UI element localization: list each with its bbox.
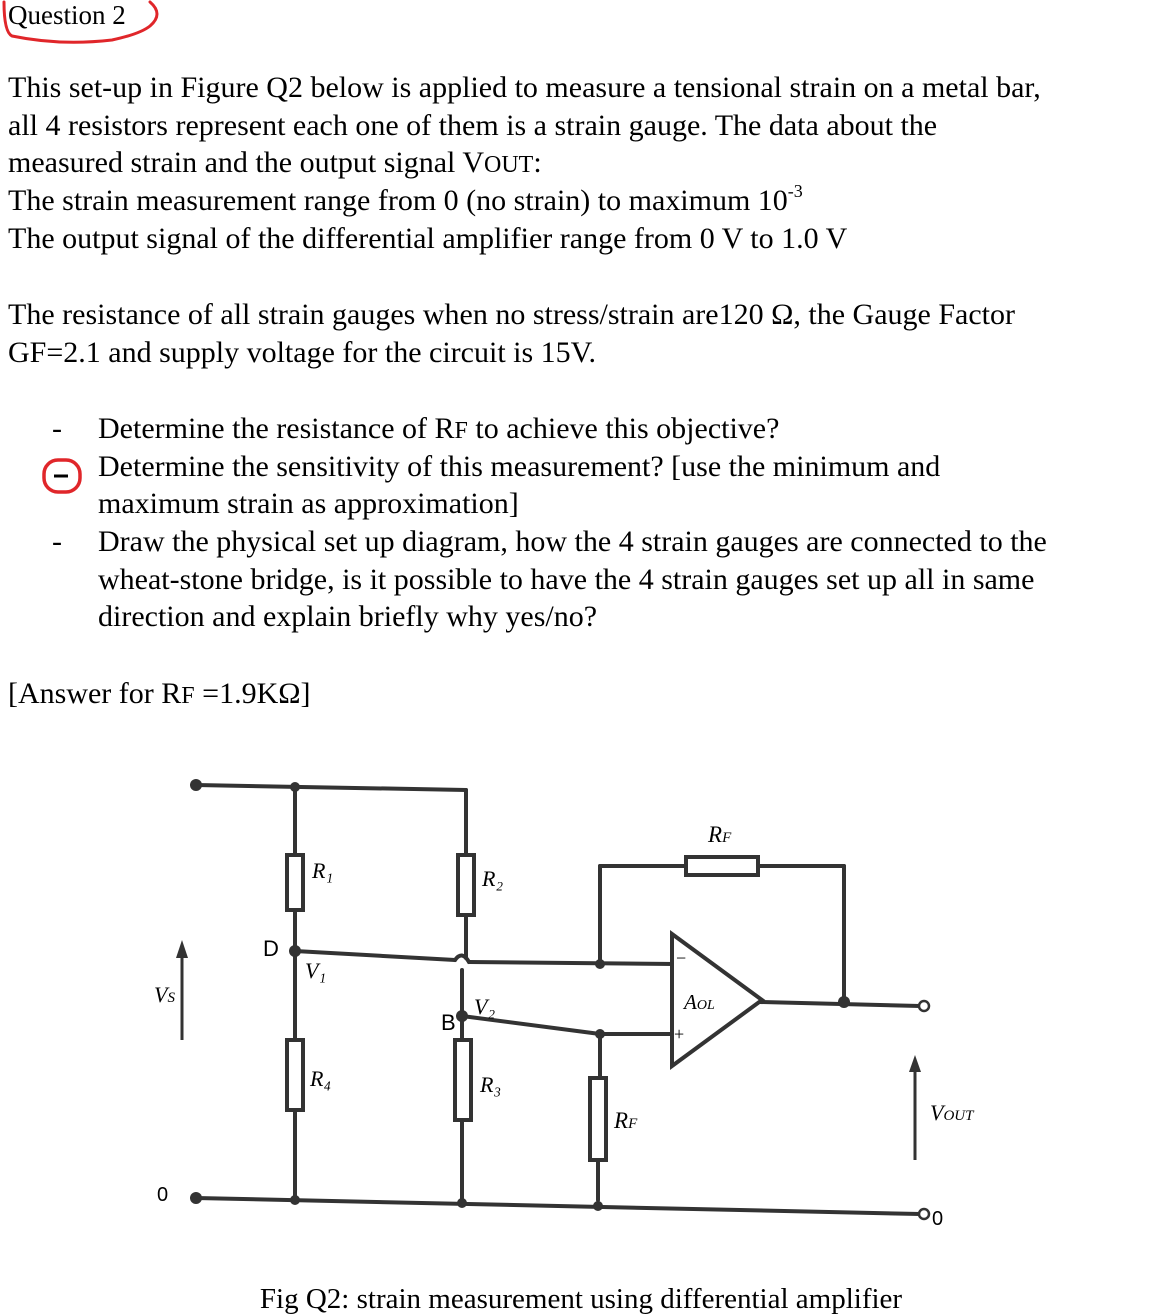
node-d-dot [289, 945, 301, 957]
task-1-dash: - [52, 412, 62, 445]
label-inverting: − [676, 948, 687, 968]
node-b-dot [456, 1010, 468, 1022]
task-2-line-1: Determine the sensitivity of this measurement? [use the minimum and [98, 450, 941, 483]
vout-arrowhead [909, 1055, 921, 1072]
bottom-rail-wire [196, 1198, 920, 1214]
wire-to-inverting-input [469, 962, 675, 964]
intro-line-1: This set-up in Figure Q2 below is applied to measure a tensional strain on a metal bar, [8, 71, 1041, 104]
wire-crossover-hop [455, 955, 469, 962]
top-rail-terminal-dot [190, 779, 202, 791]
label-v1: V₁ [305, 958, 327, 983]
intro-line-3: measured strain and the output signal VOUT: [8, 146, 542, 179]
resistor-r4 [287, 1040, 303, 1110]
task-2-line-2: maximum strain as approximation] [98, 487, 519, 520]
given-line-1: The resistance of all strain gauges when no stress/strain are120 Ω, the Gauge Factor [8, 298, 1015, 331]
label-zero-right: 0 [932, 1208, 944, 1230]
junction-dot [593, 1201, 603, 1211]
label-r1: R₁ [312, 858, 334, 883]
task-1: Determine the resistance of RF to achieve this objective? [98, 412, 780, 445]
figure-caption: Fig Q2: strain measurement using differential amplifier [259, 1283, 903, 1315]
vs-arrowhead [176, 940, 188, 958]
task-3-line-1: Draw the physical set up diagram, how the 4 strain gauges are connected to the [98, 525, 1047, 558]
resistor-r1 [287, 855, 303, 910]
label-node-d: D [263, 936, 279, 961]
resistor-r2 [458, 855, 474, 915]
junction-dot [838, 996, 850, 1008]
intro-line-5: The output signal of the differential amplifier range from 0 V to 1.0 V [8, 222, 848, 255]
resistor-rf-bottom [590, 1078, 606, 1160]
resistor-rf-top [686, 857, 758, 875]
label-r4: R₄ [310, 1066, 332, 1091]
answer-line: [Answer for RF =1.9KΩ] [8, 677, 311, 710]
vout-terminal [919, 1001, 929, 1011]
ground-terminal [919, 1209, 929, 1219]
label-r2: R₂ [482, 866, 504, 891]
junction-dot [595, 959, 605, 969]
intro-line-4: The strain measurement range from 0 (no strain) to maximum $10^{-3}$ [8, 181, 803, 217]
junction-dot [290, 782, 300, 792]
resistor-r3 [455, 1040, 471, 1120]
junction-dot [290, 1195, 300, 1205]
label-node-b: B [441, 1010, 456, 1035]
label-r3: R₃ [480, 1072, 502, 1097]
label-vout: VOUT [930, 1100, 974, 1125]
top-rail-wire [196, 785, 466, 790]
label-aol: AOL [684, 990, 715, 1014]
question-title: Question 2 [8, 0, 126, 30]
task-3-line-3: direction and explain briefly why yes/no? [98, 600, 598, 633]
label-noninverting: + [674, 1024, 685, 1044]
bottom-rail-terminal-dot [190, 1192, 202, 1204]
junction-dot [595, 1029, 605, 1039]
label-rf-top: RF [708, 822, 732, 847]
given-line-2: GF=2.1 and supply voltage for the circuit is 15V. [8, 336, 596, 369]
label-rf-bottom: RF [614, 1108, 638, 1133]
label-vs: VS [154, 982, 175, 1007]
label-v2: V₂ [474, 994, 496, 1019]
task-3-line-2: wheat-stone bridge, is it possible to have the 4 strain gauges set up all in same [98, 563, 1035, 596]
label-zero-left: 0 [157, 1184, 169, 1206]
junction-dot [457, 1198, 467, 1208]
task-3-dash: - [52, 525, 62, 558]
intro-line-2: all 4 resistors represent each one of them is a strain gauge. The data about the [8, 109, 938, 142]
